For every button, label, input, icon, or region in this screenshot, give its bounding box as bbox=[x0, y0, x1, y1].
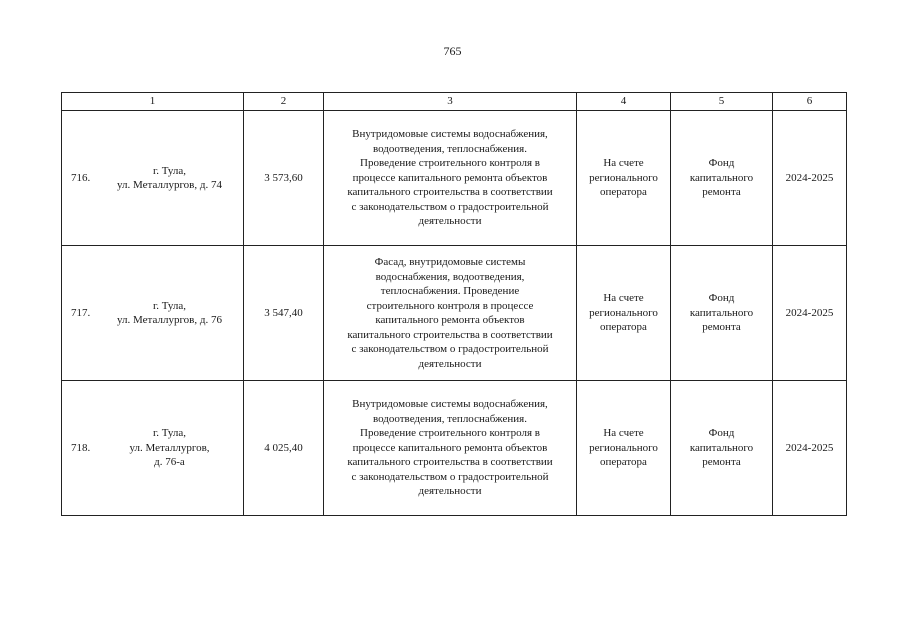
column-header: 6 bbox=[773, 93, 847, 111]
work-line: водоотведения, теплоснабжения. bbox=[373, 412, 527, 425]
work-line: Фасад, внутридомовые системы bbox=[374, 256, 526, 268]
page-number: 765 bbox=[443, 44, 462, 58]
address-line: г. Тула, bbox=[152, 164, 187, 177]
work-line: строительного контроля в процессе bbox=[366, 299, 534, 312]
funding-source-line: ремонта bbox=[702, 456, 741, 469]
account-method-line: На счете bbox=[603, 292, 644, 305]
address-line: ул. Металлургов, bbox=[129, 441, 210, 454]
funding-source-line: Фонд bbox=[708, 157, 735, 170]
work-line: деятельности bbox=[418, 215, 482, 228]
account-method-line: На счете bbox=[603, 427, 644, 440]
work-line: Внутридомовые системы водоснабжения, bbox=[352, 128, 548, 141]
table-body bbox=[62, 111, 847, 516]
work-line: с законодательством о градостроительной bbox=[351, 343, 549, 355]
period-cell: 2024-2025 bbox=[773, 381, 847, 516]
account-method-cell bbox=[577, 246, 671, 381]
funding-source-cell bbox=[671, 111, 773, 246]
address-cell bbox=[62, 246, 244, 381]
funding-source-line: Фонд bbox=[708, 427, 735, 440]
period-cell: 2024-2025 bbox=[773, 246, 847, 381]
work-line: Проведение строительного контроля в bbox=[360, 157, 540, 170]
account-method-line: оператора bbox=[600, 456, 647, 469]
account-method-line: оператора bbox=[600, 321, 647, 334]
column-header: 3 bbox=[324, 93, 577, 111]
account-method-cell bbox=[577, 111, 671, 246]
funding-source-line: капитального bbox=[689, 306, 754, 319]
work-line: капитального строительства в соответствии bbox=[347, 186, 553, 199]
work-line: Внутридомовые системы водоснабжения, bbox=[352, 398, 548, 411]
work-line: деятельности bbox=[418, 485, 482, 498]
work-line: теплоснабжения. Проведение bbox=[380, 285, 520, 297]
work-description-cell bbox=[324, 381, 577, 516]
funding-source-line: капитального bbox=[689, 171, 754, 184]
row-number: 717. bbox=[71, 306, 91, 319]
address-line: г. Тула, bbox=[152, 299, 187, 312]
work-line: процессе капитального ремонта объектов bbox=[352, 171, 548, 184]
row-number: 718. bbox=[71, 441, 91, 454]
work-line: Проведение строительного контроля в bbox=[360, 427, 540, 440]
address-cell bbox=[62, 381, 244, 516]
funding-source-line: Фонд bbox=[708, 292, 735, 305]
column-header: 2 bbox=[244, 93, 324, 111]
table-row bbox=[62, 111, 847, 246]
column-header: 4 bbox=[577, 93, 671, 111]
capital-repair-table bbox=[61, 92, 847, 516]
work-line: с законодательством о градостроительной bbox=[351, 200, 549, 213]
work-line: капитального строительства в соответствии bbox=[347, 456, 553, 469]
address-line: ул. Металлургов, д. 76 bbox=[117, 314, 222, 326]
work-line: деятельности bbox=[418, 357, 482, 370]
work-description-cell bbox=[324, 246, 577, 381]
cost-cell: 3 547,40 bbox=[244, 246, 324, 381]
work-line: водоотведения, теплоснабжения. bbox=[373, 142, 527, 155]
period-cell: 2024-2025 bbox=[773, 111, 847, 246]
row-number: 716. bbox=[71, 171, 91, 184]
account-method-line: регионального bbox=[589, 171, 658, 184]
funding-source-cell bbox=[671, 381, 773, 516]
account-method-cell bbox=[577, 381, 671, 516]
cost-cell: 3 573,60 bbox=[244, 111, 324, 246]
address-cell bbox=[62, 111, 244, 246]
funding-source-cell bbox=[671, 246, 773, 381]
table-row bbox=[62, 246, 847, 381]
work-line: с законодательством о градостроительной bbox=[351, 470, 549, 483]
work-line: водоснабжения, водоотведения, bbox=[375, 270, 525, 283]
work-line: капитального ремонта объектов bbox=[375, 314, 525, 326]
work-description-cell bbox=[324, 111, 577, 246]
table-row bbox=[62, 381, 847, 516]
funding-source-line: ремонта bbox=[702, 186, 741, 199]
cost-cell: 4 025,40 bbox=[244, 381, 324, 516]
header-row bbox=[62, 93, 847, 111]
column-header: 5 bbox=[671, 93, 773, 111]
account-method-line: На счете bbox=[603, 157, 644, 170]
address-line: ул. Металлургов, д. 74 bbox=[117, 179, 222, 191]
work-line: капитального строительства в соответствии bbox=[347, 328, 553, 341]
funding-source-line: ремонта bbox=[702, 321, 741, 334]
account-method-line: регионального bbox=[589, 441, 658, 454]
address-line: г. Тула, bbox=[152, 427, 187, 440]
address-line: д. 76-а bbox=[154, 456, 185, 469]
work-line: процессе капитального ремонта объектов bbox=[352, 441, 548, 454]
column-header: 1 bbox=[62, 93, 244, 111]
funding-source-line: капитального bbox=[689, 441, 754, 454]
account-method-line: оператора bbox=[600, 186, 647, 199]
account-method-line: регионального bbox=[589, 306, 658, 319]
